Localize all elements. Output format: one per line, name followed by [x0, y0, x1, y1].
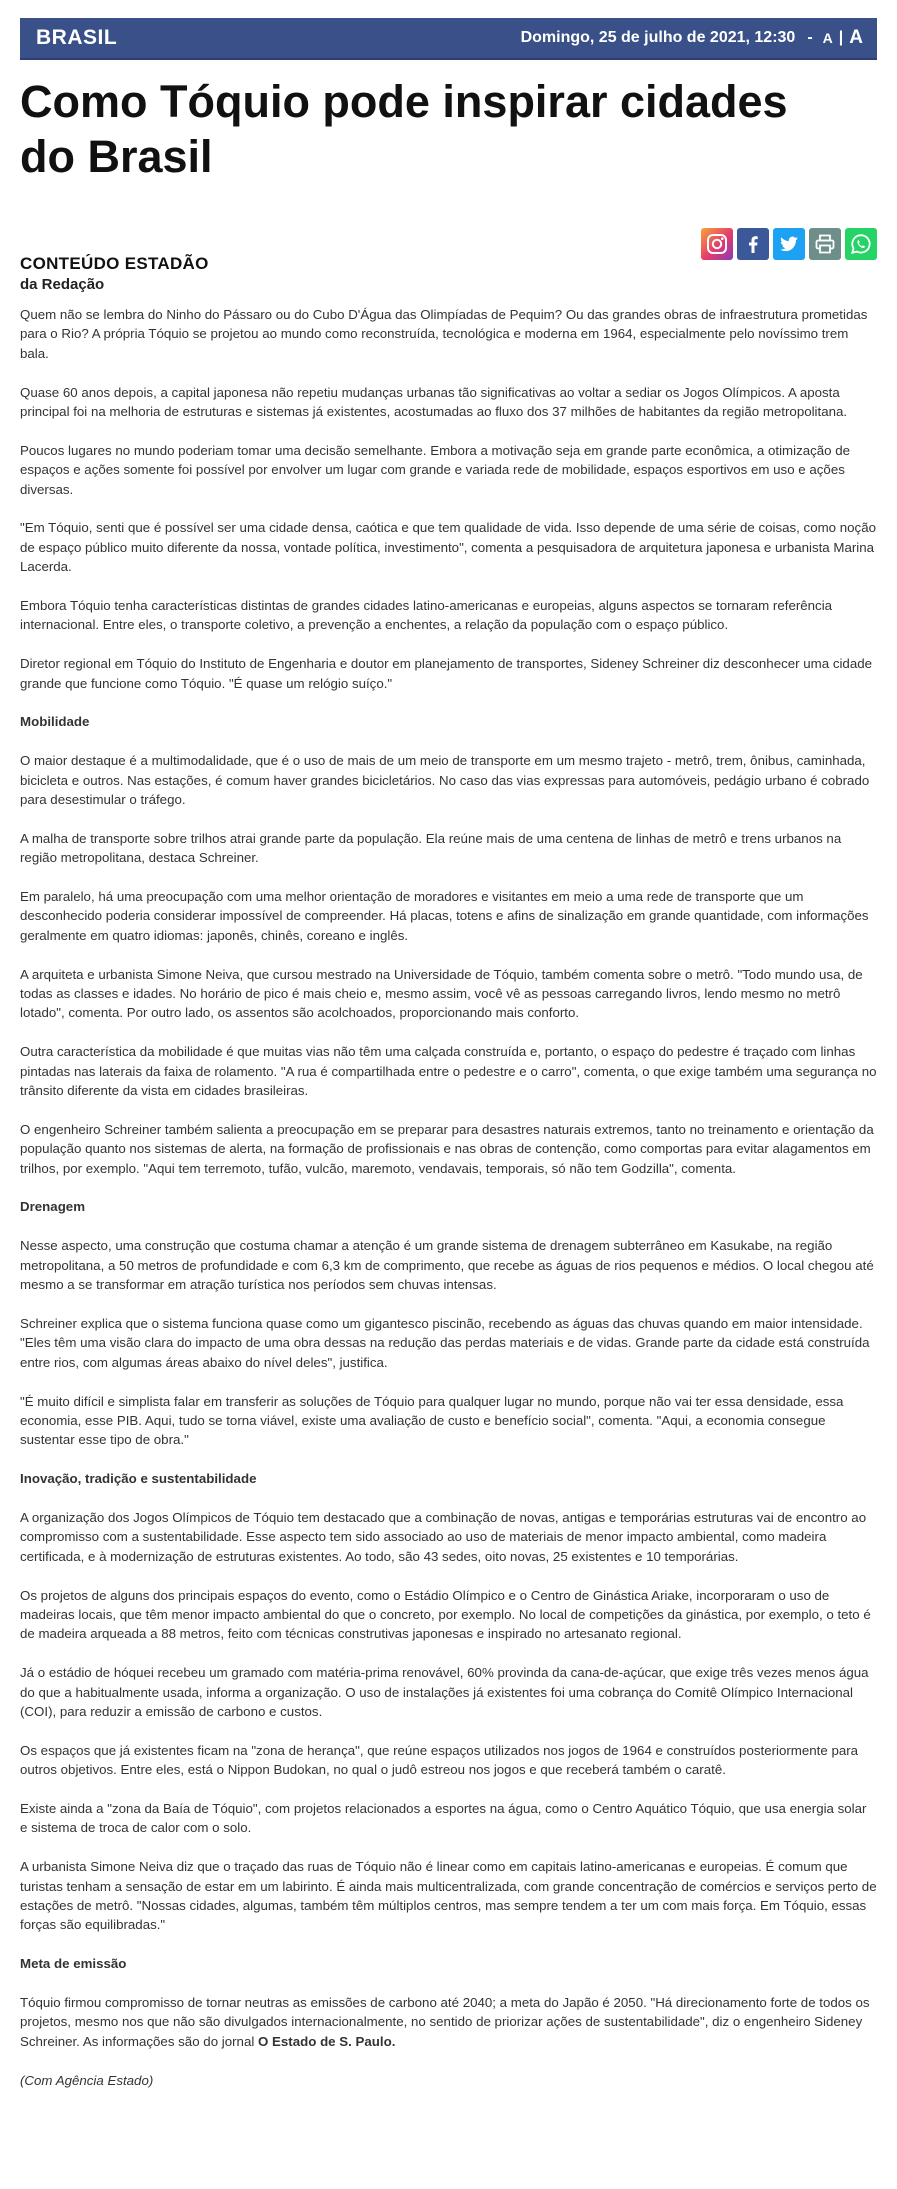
paragraph: Outra característica da mobilidade é que muitas vias não têm uma calçada construída e, portanto, o espaço do pedestre é traçado com linhas pintadas nas laterais da faixa de rolamento. "A rua é compartilhada entre o pedestre e o carro", comenta, o que exige também uma segurança no trânsito diferente da vista em cidades brasileiras.: [20, 1044, 877, 1099]
subheading-meta-emissao: Meta de emissão: [20, 1956, 127, 1972]
paragraph: A organização dos Jogos Olímpicos de Tóquio tem destacado que a combinação de novas, antigas e temporárias estruturas vai de encontro ao compromisso com a sustentabilidade. Esse aspecto tem sido associado ao uso de materiais de menor impacto ambiental, como madeira certificada, e à modernização de estruturas existentes. Ao todo, são 43 sedes, oito novas, 25 existentes e 10 temporárias.: [20, 1509, 867, 1564]
paragraph: "Em Tóquio, senti que é possível ser uma cidade densa, caótica e que tem qualidade de vida. Isso depende de uma série de coisas, como noção de espaço público muito diferente da nossa, vontade política, investimento", comenta a pesquisadora de arquitetura japonesa e urbanista Marina Lacerda.: [20, 520, 877, 575]
instagram-share-button[interactable]: [701, 228, 733, 260]
paragraph: "É muito difícil e simplista falar em transferir as soluções de Tóquio para qualquer lugar no mundo, porque não vai ter essa densidade, essa economia, esse PIB. Aqui, tudo se torna viável, existe uma avaliação de custo e benefício social", comenta. "Aqui, a economia consegue sustentar esse tipo de obra.": [20, 1393, 844, 1448]
facebook-share-button[interactable]: [737, 228, 769, 260]
paragraph: Nesse aspecto, uma construção que costuma chamar a atenção é um grande sistema de drenagem subterrâneo em Kasukabe, na região metropolitana, a 50 metros de profundidade e com 6,3 km de comprimento, que recebe as águas de rios pequenos e médios. O local chegou até mesmo a se transformar em atração turística nos períodos sem chuvas intensas.: [20, 1238, 874, 1293]
facebook-icon: [741, 232, 765, 256]
instagram-icon: [705, 232, 729, 256]
paragraph: O maior destaque é a multimodalidade, que é o uso de mais de um meio de transporte em um mesmo trajeto - metrô, trem, ônibus, caminhada, bicicleta e outros. Nas estações, é comum haver grandes bicicletários. No caso das vias expressas para automóveis, pedágio urbano é cobrado para desestimular o tráfego.: [20, 753, 870, 808]
paragraph: Diretor regional em Tóquio do Instituto de Engenharia e doutor em planejamento de transportes, Sideney Schreiner diz desconhecer uma cidade grande que funcione como Tóquio. "É quase um relógio suíço.": [20, 656, 873, 691]
print-button[interactable]: [809, 228, 841, 260]
paragraph: O engenheiro Schreiner também salienta a preocupação em se preparar para desastres naturais extremos, tanto no treinamento e orientação da população quanto nos sistemas de alerta, na formação de profissionais e nas obras de contenção, como comportas para evitar alagamentos em trilhos, por exemplo. "Aqui tem terremoto, tufão, vulcão, maremoto, vendavais, temporais, só não tem Godzilla", comenta.: [20, 1121, 874, 1176]
paragraph: [20, 1993, 877, 2051]
paragraph: Embora Tóquio tenha características distintas de grandes cidades latino-americanas e europeias, alguns aspectos se tornaram referência internacional. Entre eles, o transporte coletivo, a prevenção a enchentes, a relação da população com o espaço público.: [20, 598, 833, 633]
paragraph: A malha de transporte sobre trilhos atrai grande parte da população. Ela reúne mais de uma centena de linhas de metrô e trens urbanos na região metropolitana, destaca Schreiner.: [20, 830, 842, 866]
paragraph: Existe ainda a "zona da Baía de Tóquio", com projetos relacionados a esportes na água, como o Centro Aquático Tóquio, que usa energia solar e sistema de troca de calor com o solo.: [20, 1800, 867, 1836]
paragraph: Os espaços que já existentes ficam na "zona de herança", que reúne espaços utilizados nos jogos de 1964 e construídos posteriormente para outros objetivos. Entre eles, está o Nippon Budokan, no qual o judô estreou nos jogos e que receberá também o caratê.: [20, 1742, 859, 1778]
paragraph-text: Tóquio firmou compromisso de tornar neutras as emissões de carbono até 2040; a meta do Japão é 2050. "Há direcionamento forte de todos os projetos, mesmo nos que não são divulgados internacionalmente, no sentido de priorizar ações de sustentabilidade", diz o engenheiro Sideney Schreiner. As informações são do jornal: [20, 1994, 870, 2049]
paragraph: Quem não se lembra do Ninho do Pássaro ou do Cubo D'Água das Olimpíadas de Pequim? Ou das grandes obras de infraestrutura prometidas para o Rio? A própria Tóquio se projetou ao mundo como reconstruída, tecnológica e moderna em 1964, especialmente pelo novíssimo trem bala.: [20, 307, 868, 361]
byline-source: CONTEÚDO ESTADÃO: [20, 254, 209, 273]
whatsapp-icon: [849, 232, 873, 256]
paragraph: Já o estádio de hóquei recebeu um gramado com matéria-prima renovável, 60% provinda da cana-de-açúcar, que exige três vezes menos água do que a habitualmente usada, informa a organização. O uso de instalações já existentes foi uma cobrança do Comitê Olímpico Internacional (COI), para reduzir a emissão de carbono e custos.: [20, 1665, 869, 1719]
whatsapp-share-button[interactable]: [845, 228, 877, 260]
paragraph: A urbanista Simone Neiva diz que o traçado das ruas de Tóquio não é linear como em capitais latino-americanas e europeias. É comum que turistas tenham a sensação de estar em um labirinto. É ainda mais multicentralizada, com grande concentração de comércios e serviços perto de estações de metrô. "Nossas cidades, algumas, também têm múltiplos centros, mas sempre tendem a ter um com mais força. Em Tóquio, essas forças são equilibradas.": [20, 1859, 877, 1933]
article-title: Como Tóquio pode inspirar cidades do Brasil: [20, 76, 788, 182]
subheading-inovacao: Inovação, tradição e sustentabilidade: [20, 1471, 257, 1487]
header-tools: [521, 27, 863, 49]
newspaper-name: O Estado de S. Paulo.: [258, 2033, 396, 2049]
subheading-drenagem: Drenagem: [20, 1199, 86, 1215]
article-body: [20, 305, 877, 2090]
paragraph: Poucos lugares no mundo poderiam tomar uma decisão semelhante. Embora a motivação seja em grande parte econômica, a otimização de espaços e ações somente foi possível por envolver um lugar com grande e variada rede de mobilidade, espaços esportivos em uso e ações diversas.: [20, 442, 851, 497]
paragraph: Em paralelo, há uma preocupação com uma melhor orientação de moradores e visitantes em meio a uma rede de transporte que um desconhecido poderia considerar impossível de compreender. Há placas, totens e afins de sinalização em grande quantidade, com informações geralmente em quatro idiomas: japonês, chinês, coreano e inglês.: [20, 889, 869, 943]
twitter-share-button[interactable]: [773, 228, 805, 260]
print-icon: [813, 232, 837, 256]
source-credit: (Com Agência Estado): [20, 2072, 154, 2088]
increase-font-button[interactable]: A: [849, 27, 863, 48]
paragraph: A arquiteta e urbanista Simone Neiva, que cursou mestrado na Universidade de Tóquio, também comenta sobre o metrô. "Todo mundo usa, de todas as classes e idades. No horário de pico é mais cheio e, mesmo assim, você vê as pessoas carregando livros, lendo mesmo no metrô lotado", comenta. Por outro lado, os assentos são acolchoados, proporcionando mais conforto.: [20, 966, 863, 1021]
paragraph: Quase 60 anos depois, a capital japonesa não repetiu mudanças urbanas tão significativas ao voltar a sediar os Jogos Olímpicos. A aposta principal foi na melhoria de estruturas e sistemas já existentes, acostumadas ao fluxo dos 37 milhões de habitantes da região metropolitana.: [20, 384, 848, 420]
header-separator: -: [807, 29, 813, 46]
font-size-separator: |: [838, 29, 844, 46]
decrease-font-button[interactable]: A: [822, 30, 833, 46]
twitter-icon: [777, 232, 801, 256]
section-label[interactable]: BRASIL: [36, 26, 118, 49]
byline-author: da Redação: [20, 276, 105, 293]
paragraph: Schreiner explica que o sistema funciona quase como um gigantesco piscinão, recebendo as águas das chuvas quando em maior intensidade. "Eles têm uma visão clara do impacto de uma obra dessas na redução das perdas materiais e de vidas. Grande parte da cidade está construída entre rios, com algumas áreas abaixo do nível deles", justifica.: [20, 1315, 870, 1370]
publish-date: Domingo, 25 de julho de 2021, 12:30: [520, 29, 796, 46]
subheading-mobilidade: Mobilidade: [20, 714, 90, 730]
section-header: [20, 18, 877, 60]
paragraph: Os projetos de alguns dos principais espaços do evento, como o Estádio Olímpico e o Centro de Ginástica Ariake, incorporaram o uso de madeiras locais, que têm menor impacto ambiental do que o concreto, por exemplo. No local de competições da ginástica, por exemplo, o teto é de madeira arqueada a 88 metros, feito com técnicas construtivas japonesas e inspirado no artesanato regional.: [20, 1587, 871, 1642]
